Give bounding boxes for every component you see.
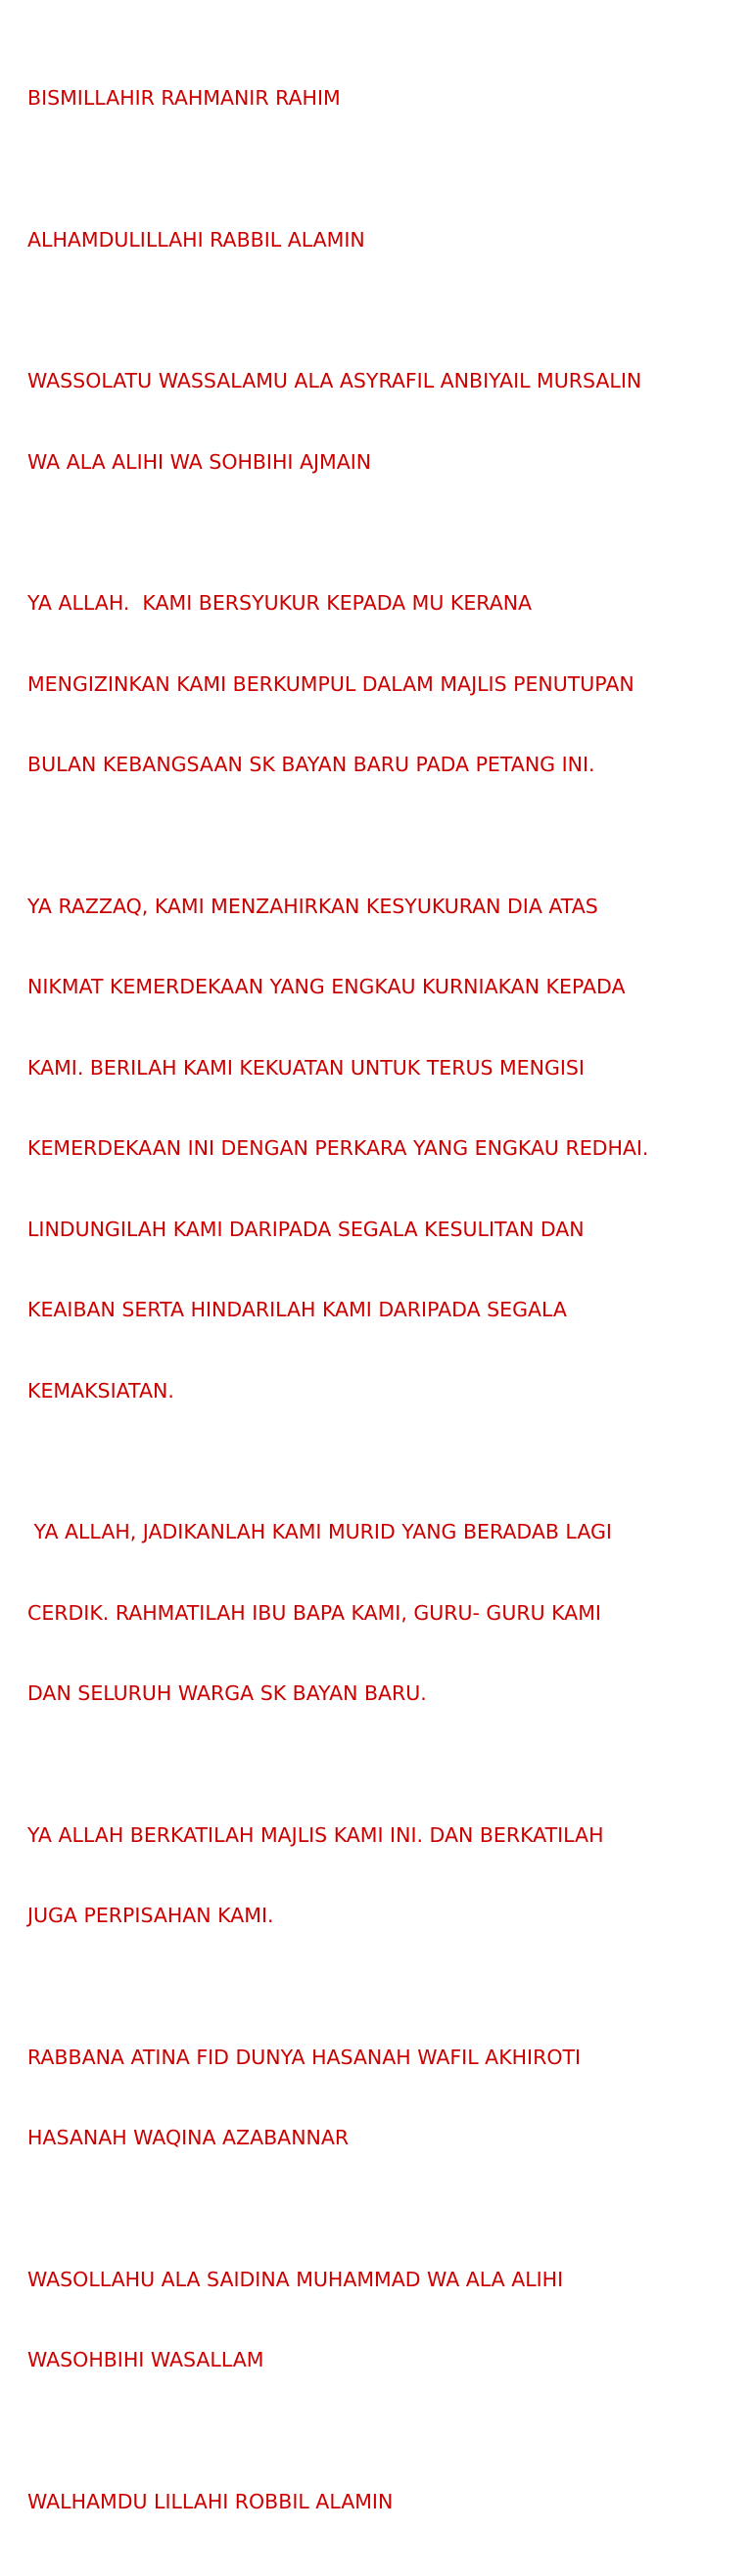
- text-line: BISMILLAHIR RAHMANIR RAHIM: [27, 86, 341, 110]
- text-line: WALHAMDU LILLAHI ROBBIL ALAMIN: [27, 2489, 394, 2513]
- text-line: WASOLLAHU ALA SAIDINA MUHAMMAD WA ALA ALIHI: [27, 2267, 564, 2291]
- paragraph-gratitude: [27, 536, 740, 833]
- text-line: WASSOLATU WASSALAMU ALA ASYRAFIL ANBIYAIL MURSALIN: [27, 369, 642, 392]
- text-line: KEMERDEKAAN INI DENGAN PERKARA YANG ENGKAU REDHAI.: [27, 1136, 649, 1160]
- text-line: MENGIZINKAN KAMI BERKUMPUL DALAM MAJLIS PENUTUPAN: [27, 671, 634, 696]
- paragraph-independence: [27, 840, 740, 1459]
- paragraph-blessing: [27, 1769, 740, 1984]
- text-line: CERDIK. RAHMATILAH IBU BAPA KAMI, GURU- GURU KAMI: [27, 1600, 601, 1625]
- paragraph-wasollahu: [27, 2213, 740, 2428]
- text-line: DAN SELURUH WARGA SK BAYAN BARU.: [27, 1681, 427, 1705]
- text-line: KEMAKSIATAN.: [27, 1378, 174, 1403]
- text-line: NIKMAT KEMERDEKAAN YANG ENGKAU KURNIAKAN KEPADA: [27, 975, 626, 998]
- paragraph-rabbana: [27, 1991, 740, 2206]
- text-line: ALHAMDULILLAHI RABBIL ALAMIN: [27, 227, 365, 252]
- text-line: JUGA PERPISAHAN KAMI.: [27, 1904, 274, 1927]
- text-line: YA ALLAH. KAMI BERSYUKUR KEPADA MU KERANA: [27, 591, 533, 615]
- text-line: LINDUNGILAH KAMI DARIPADA SEGALA KESULITAN DAN: [27, 1217, 585, 1241]
- text-line: BULAN KEBANGSAAN SK BAYAN BARU PADA PETANG INI.: [27, 753, 595, 776]
- document-page: [27, 31, 740, 2576]
- text-line: WA ALA ALIHI WA SOHBIHI AJMAIN: [27, 449, 372, 474]
- text-line: RABBANA ATINA FID DUNYA HASANAH WAFIL AKHIROTI: [27, 2045, 582, 2069]
- text-line: HASANAH WAQINA AZABANNAR: [27, 2126, 350, 2149]
- text-line: YA ALLAH BERKATILAH MAJLIS KAMI INI. DAN BERKATILAH: [27, 1822, 604, 1847]
- text-line: YA RAZZAQ, KAMI MENZAHIRKAN KESYUKURAN DIA ATAS: [27, 894, 598, 918]
- paragraph-students: [27, 1465, 740, 1762]
- paragraph-alhamdulillah: [27, 173, 740, 308]
- text-line: KEAIBAN SERTA HINDARILAH KAMI DARIPADA SEGALA: [27, 1298, 567, 1321]
- text-line: YA ALLAH, JADIKANLAH KAMI MURID YANG BERADAB LAGI: [27, 1520, 612, 1543]
- paragraph-salawat: [27, 314, 740, 529]
- text-line: WASOHBIHI WASALLAM: [27, 2348, 264, 2371]
- paragraph-bismillah: [27, 31, 740, 166]
- paragraph-closing: [27, 2435, 740, 2570]
- text-line: KAMI. BERILAH KAMI KEKUATAN UNTUK TERUS MENGISI: [27, 1055, 585, 1080]
